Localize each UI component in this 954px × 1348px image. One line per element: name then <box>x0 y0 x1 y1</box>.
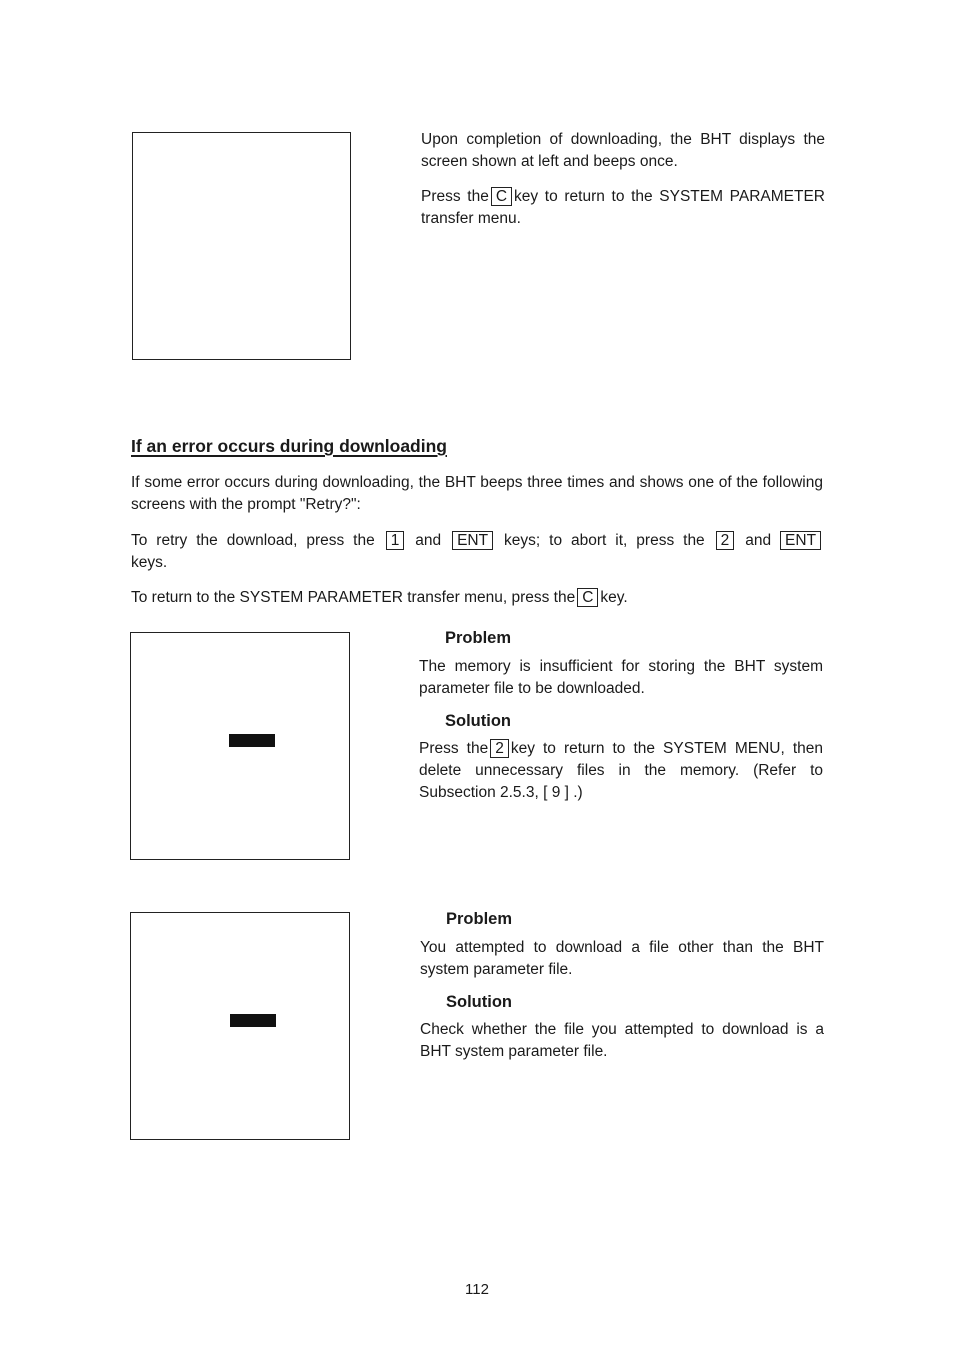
solution-text: Press the 2 key to return to the SYSTEM MENU, then delete unnecessary files in the memory. (Refer to Subsection 2.5.3, [ 9 ] .) <box>419 740 823 801</box>
screen-highlight-bar <box>229 734 275 747</box>
section-heading: If an error occurs during downloading <box>131 436 447 456</box>
key-ent: ENT <box>780 531 821 550</box>
case2-text-block <box>420 908 824 1063</box>
completion-screen-illustration <box>132 132 351 360</box>
key-1: 1 <box>386 531 405 550</box>
key-c: C <box>491 187 512 206</box>
key-ent: ENT <box>452 531 493 550</box>
key-2: 2 <box>716 531 735 550</box>
completion-return-paragraph: Press the C key to return to the SYSTEM PARAMETER transfer menu. <box>421 188 825 227</box>
retry-instructions: To retry the download, press the 1 and ENT keys; to abort it, press the 2 and ENT keys. <box>131 530 823 574</box>
key-c: C <box>577 588 598 607</box>
error-intro-paragraph: If some error occurs during downloading, the BHT beeps three times and shows one of the following screens with the prompt "Retry?": <box>131 474 823 513</box>
error-screen-illustration-filetype <box>130 912 350 1140</box>
problem-label: Problem <box>446 910 513 928</box>
case1-text-block <box>419 627 823 804</box>
key-2: 2 <box>490 739 509 758</box>
completion-text-block <box>421 129 825 230</box>
solution-label: Solution <box>445 712 511 730</box>
completion-paragraph: Upon completion of downloading, the BHT displays the screen shown at left and beeps once. <box>421 131 825 170</box>
error-screen-illustration-memory <box>130 632 350 860</box>
problem-text: You attempted to download a file other than the BHT system parameter file. <box>420 939 824 978</box>
return-instructions: To return to the SYSTEM PARAMETER transfer menu, press the C key. <box>131 589 628 606</box>
problem-label: Problem <box>445 629 512 647</box>
screen-highlight-bar <box>230 1014 276 1027</box>
problem-text: The memory is insufficient for storing the BHT system parameter file to be downloaded. <box>419 658 823 697</box>
page-number: 112 <box>465 1281 489 1298</box>
solution-text: Check whether the file you attempted to download is a BHT system parameter file. <box>420 1021 824 1060</box>
solution-label: Solution <box>446 993 512 1011</box>
